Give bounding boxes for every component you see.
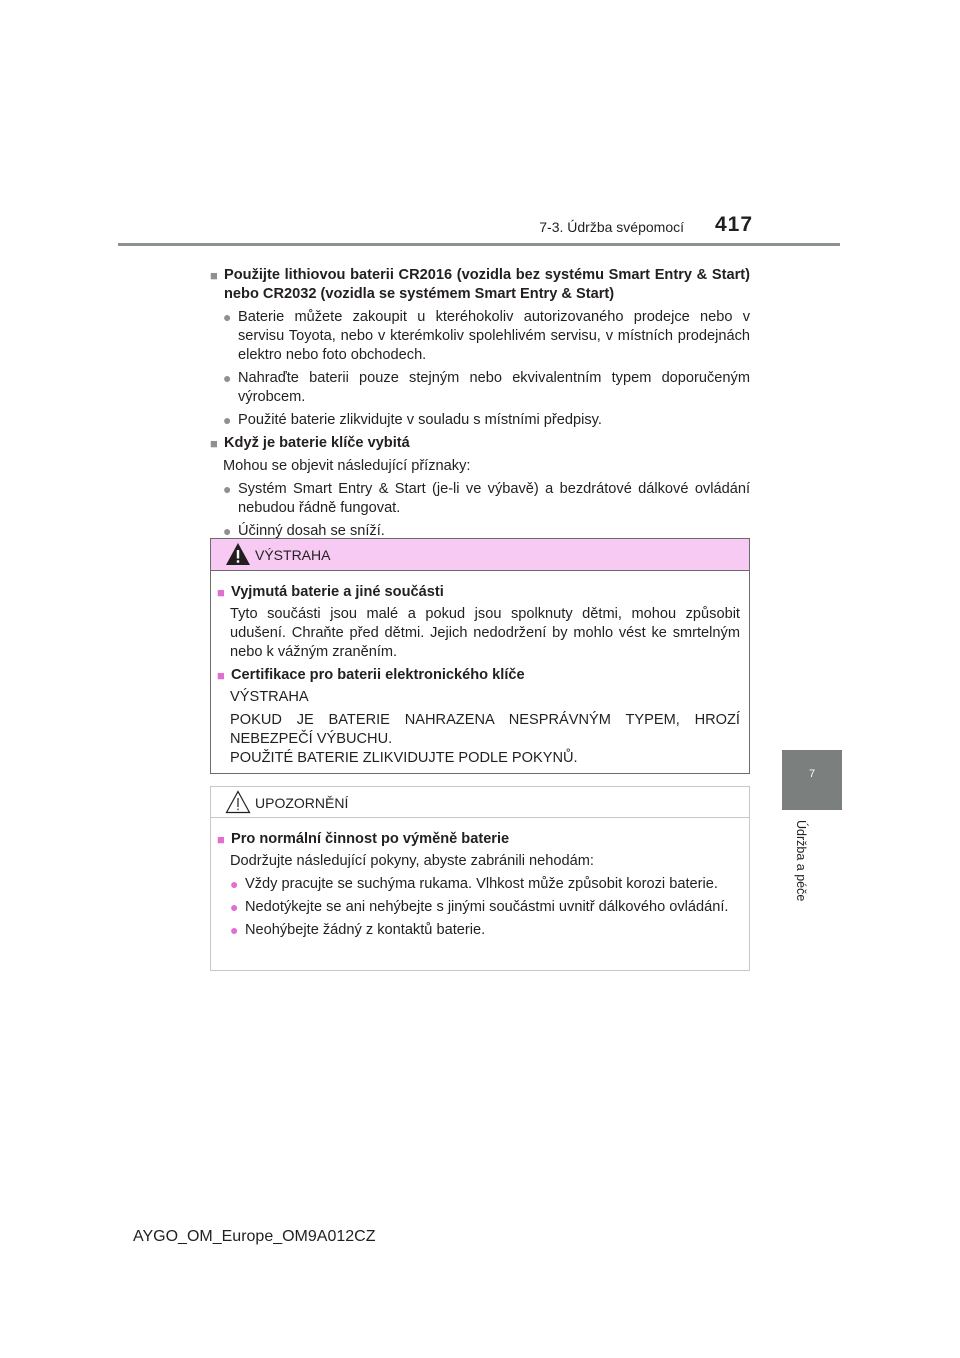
warning-body [211,571,749,768]
warning-triangle-icon [225,542,251,566]
caution-box [210,786,750,971]
main-content [210,266,750,545]
caution-label: UPOZORNĚNÍ [255,795,349,811]
round-bullet-icon: ● [223,481,232,497]
round-bullet-icon: ● [223,412,232,428]
warning-paragraph: POKUD JE BATERIE NAHRAZENA NESPRÁVNÝM TYPEM, HROZÍ NEBEZPEČÍ VÝBUCHU. [230,712,740,747]
list-item: ● Účinný dosah se sníží. [223,523,385,539]
caution-heading: ■ Pro normální činnost po výměně baterie [217,831,510,847]
square-bullet-icon: ■ [217,668,225,683]
warning-paragraph: VÝSTRAHA [230,689,309,705]
square-bullet-icon: ■ [217,832,225,847]
list-item: ● Neohýbejte žádný z kontaktů baterie. [230,922,486,938]
square-bullet-icon: ■ [210,268,218,283]
section-heading: ■ Když je baterie klíče vybitá [210,435,410,451]
round-bullet-icon: ● [223,370,232,386]
square-bullet-icon: ■ [210,436,218,451]
round-bullet-icon: ● [223,309,232,325]
section-heading: ■ Použijte lithiovou baterii CR2016 (vozidla bez systému Smart Entry & Start) nebo CR2032 (vozidla se systémem Smart Entry & Start) [210,267,750,302]
page-number: 417 [715,213,754,236]
warning-paragraph: POUŽITÉ BATERIE ZLIKVIDUJTE PODLE POKYNŮ. [230,750,578,766]
document-id: AYGO_OM_Europe_OM9A012CZ [133,1228,376,1245]
list-item: ● Nedotýkejte se ani nehýbejte s jinými součástmi uvnitř dálkového ovládání. [230,899,729,915]
chapter-label: Údržba a péče [794,820,808,902]
square-bullet-icon: ■ [217,585,225,600]
warning-item-heading: ■ Vyjmutá baterie a jiné součásti [217,584,444,600]
caution-triangle-icon [225,790,251,814]
warning-item-heading: ■ Certifikace pro baterii elektronického klíče [217,667,525,683]
round-bullet-icon: ● [230,899,239,915]
warning-header [211,539,749,571]
caution-body [211,818,749,940]
round-bullet-icon: ● [230,876,239,892]
warning-label: VÝSTRAHA [255,547,331,563]
section-title: 7-3. Údržba svépomocí [539,219,684,235]
list-item: ● Nahraďte baterii pouze stejným nebo ekvivalentním typem doporučeným výrobcem. [223,370,750,405]
list-item: ● Vždy pracujte se suchýma rukama. Vlhkost může způsobit korozi baterie. [230,876,718,892]
list-item: ● Použité baterie zlikvidujte v souladu s místními předpisy. [223,412,602,428]
warning-box [210,538,750,774]
caution-intro: Dodržujte následující pokyny, abyste zabránili nehodám: [230,853,594,869]
list-item: ● Baterie můžete zakoupit u kteréhokoliv autorizovaného prodejce nebo v servisu Toyota, nebo v kterémkoliv spolehlivém servisu, v místních prodejnách elektro nebo foto obchodech. [223,309,750,363]
caution-header [211,787,749,818]
warning-paragraph: Tyto součásti jsou malé a pokud jsou spolknuty dětmi, mohou způsobit udušení. Chraňte před dětmi. Jejich nedodržení by mohlo vést ke smrtelným nebo k vážným zraněním. [230,606,740,660]
header-divider [118,243,840,246]
round-bullet-icon: ● [230,922,239,938]
list-item: ● Systém Smart Entry & Start (je-li ve výbavě) a bezdrátové dálkové ovládání nebudou řádně fungovat. [223,481,750,516]
section-intro: Mohou se objevit následující příznaky: [223,458,471,474]
round-bullet-icon: ● [223,523,232,539]
chapter-number: 7 [808,768,816,780]
chapter-tab [782,750,842,810]
